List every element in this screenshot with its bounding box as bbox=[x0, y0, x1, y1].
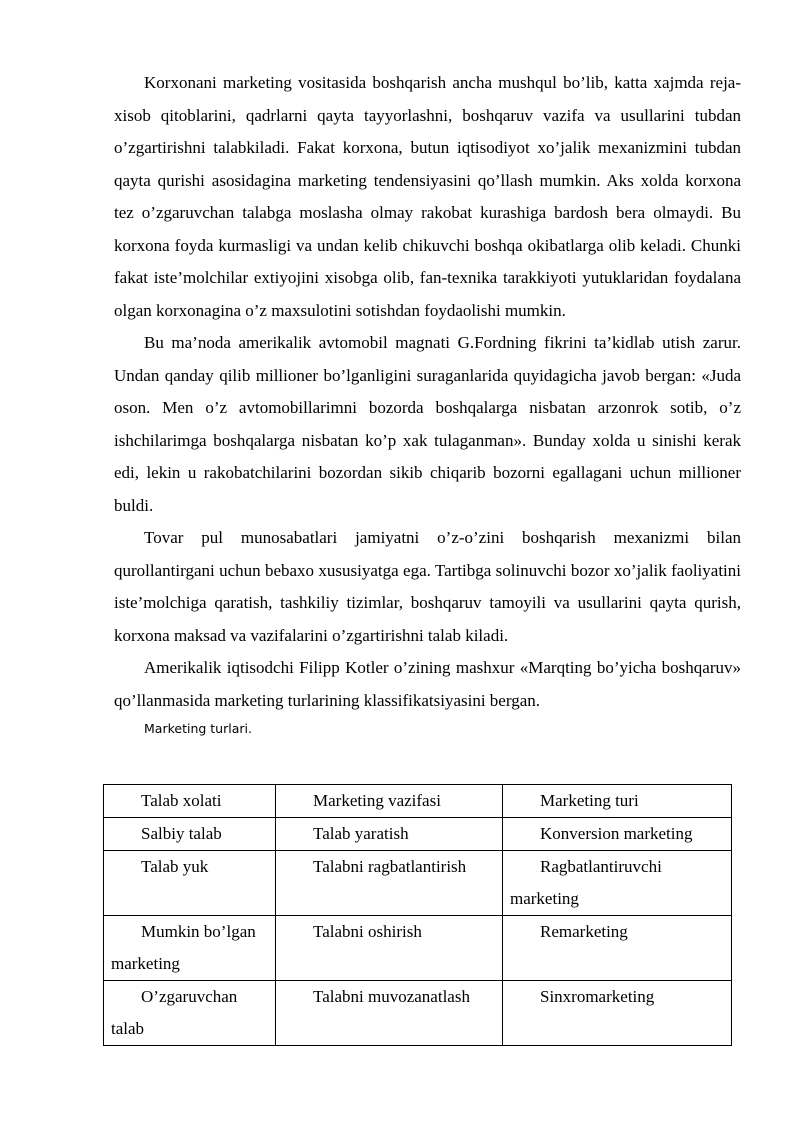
table-cell: Remarketing bbox=[503, 916, 732, 981]
table-cell: Talabni oshirish bbox=[276, 916, 503, 981]
table-row bbox=[104, 851, 732, 916]
table-cell: Mumkin bo’lgan marketing bbox=[104, 916, 276, 981]
table-cell: Talab yuk bbox=[104, 851, 276, 916]
table-cell: O’zgaruvchan talab bbox=[104, 981, 276, 1046]
table-row bbox=[104, 981, 732, 1046]
paragraph-2: Bu ma’noda amerikalik avtomobil magnati G.Fordning fikrini ta’kidlab utish zarur. Undan qanday qilib millioner bo’lganligini suraganlarida quyidagicha javob bergan: «Juda oson. Men o’z avtomobillarimni bozorda boshqalarga nisbatan arzonrok sotib, o’z ishchilarimga boshqalarga nisbatan ko’p xak tulaganman». Bunday xolda u sinishi kerak edi, lekin u rakobatchilarini bozordan sikib chiqarib bozorni egallagani uchun millioner buldi. bbox=[114, 333, 741, 515]
header-cell-marketing-type: Marketing turi bbox=[503, 785, 732, 818]
document-body bbox=[114, 67, 741, 740]
table-caption: Marketing turlari. bbox=[144, 721, 252, 736]
table-row bbox=[104, 818, 732, 851]
header-cell-marketing-task: Marketing vazifasi bbox=[276, 785, 503, 818]
table-cell: Talab yaratish bbox=[276, 818, 503, 851]
header-cell-demand-state: Talab xolati bbox=[104, 785, 276, 818]
table-cell: Talabni muvozanatlash bbox=[276, 981, 503, 1046]
table-cell: Talabni ragbatlantirish bbox=[276, 851, 503, 916]
table-cell: Sinxromarketing bbox=[503, 981, 732, 1046]
paragraph-4: Amerikalik iqtisodchi Filipp Kotler o’zining mashxur «Marqting bo’yicha boshqaruv» qo’llanmasida marketing turlarining klassifikatsiyasini bergan. bbox=[114, 658, 741, 710]
paragraph-1: Korxonani marketing vositasida boshqarish ancha mushqul bo’lib, katta xajmda reja-xisob qitoblarini, qadrlarni qayta tayyorlashni, boshqaruv vazifa va usullarini tubdan o’zgartirishni talabkiladi. Fakat korxona, butun iqtisodiyot xo’jalik mexanizmini tubdan qayta qurishi asosidagina marketing tendensiyasini qo’llash mumkin. Aks xolda korxona tez o’zgaruvchan talabga moslasha olmay rakobat kurashiga bardosh bera olmaydi. Bu korxona foyda kurmasligi va undan kelib chikuvchi boshqa okibatlarga olib keladi. Chunki fakat iste’molchilar extiyojini xisobga olib, fan-texnika tarakkiyoti yutuklaridan foydalana olgan korxonagina o’z maxsulotini sotishdan foydaolishi mumkin. bbox=[114, 73, 741, 320]
marketing-types-table bbox=[103, 784, 732, 1046]
table-header-row bbox=[104, 785, 732, 818]
paragraph-3: Tovar pul munosabatlari jamiyatni o’z-o’zini boshqarish mexanizmi bilan qurollantirgani uchun bebaxo xususiyatga ega. Tartibga solinuvchi bozor xo’jalik faoliyatini iste’molchiga qaratish, tashkiliy tizimlar, boshqaruv tamoyili va usullarini qayta qurish, korxona maksad va vazifalarini o’zgartirishni talab kiladi. bbox=[114, 528, 741, 645]
table-cell: Salbiy talab bbox=[104, 818, 276, 851]
table-row bbox=[104, 916, 732, 981]
table-cell: Konversion marketing bbox=[503, 818, 732, 851]
table-cell: Ragbatlantiruvchi marketing bbox=[503, 851, 732, 916]
